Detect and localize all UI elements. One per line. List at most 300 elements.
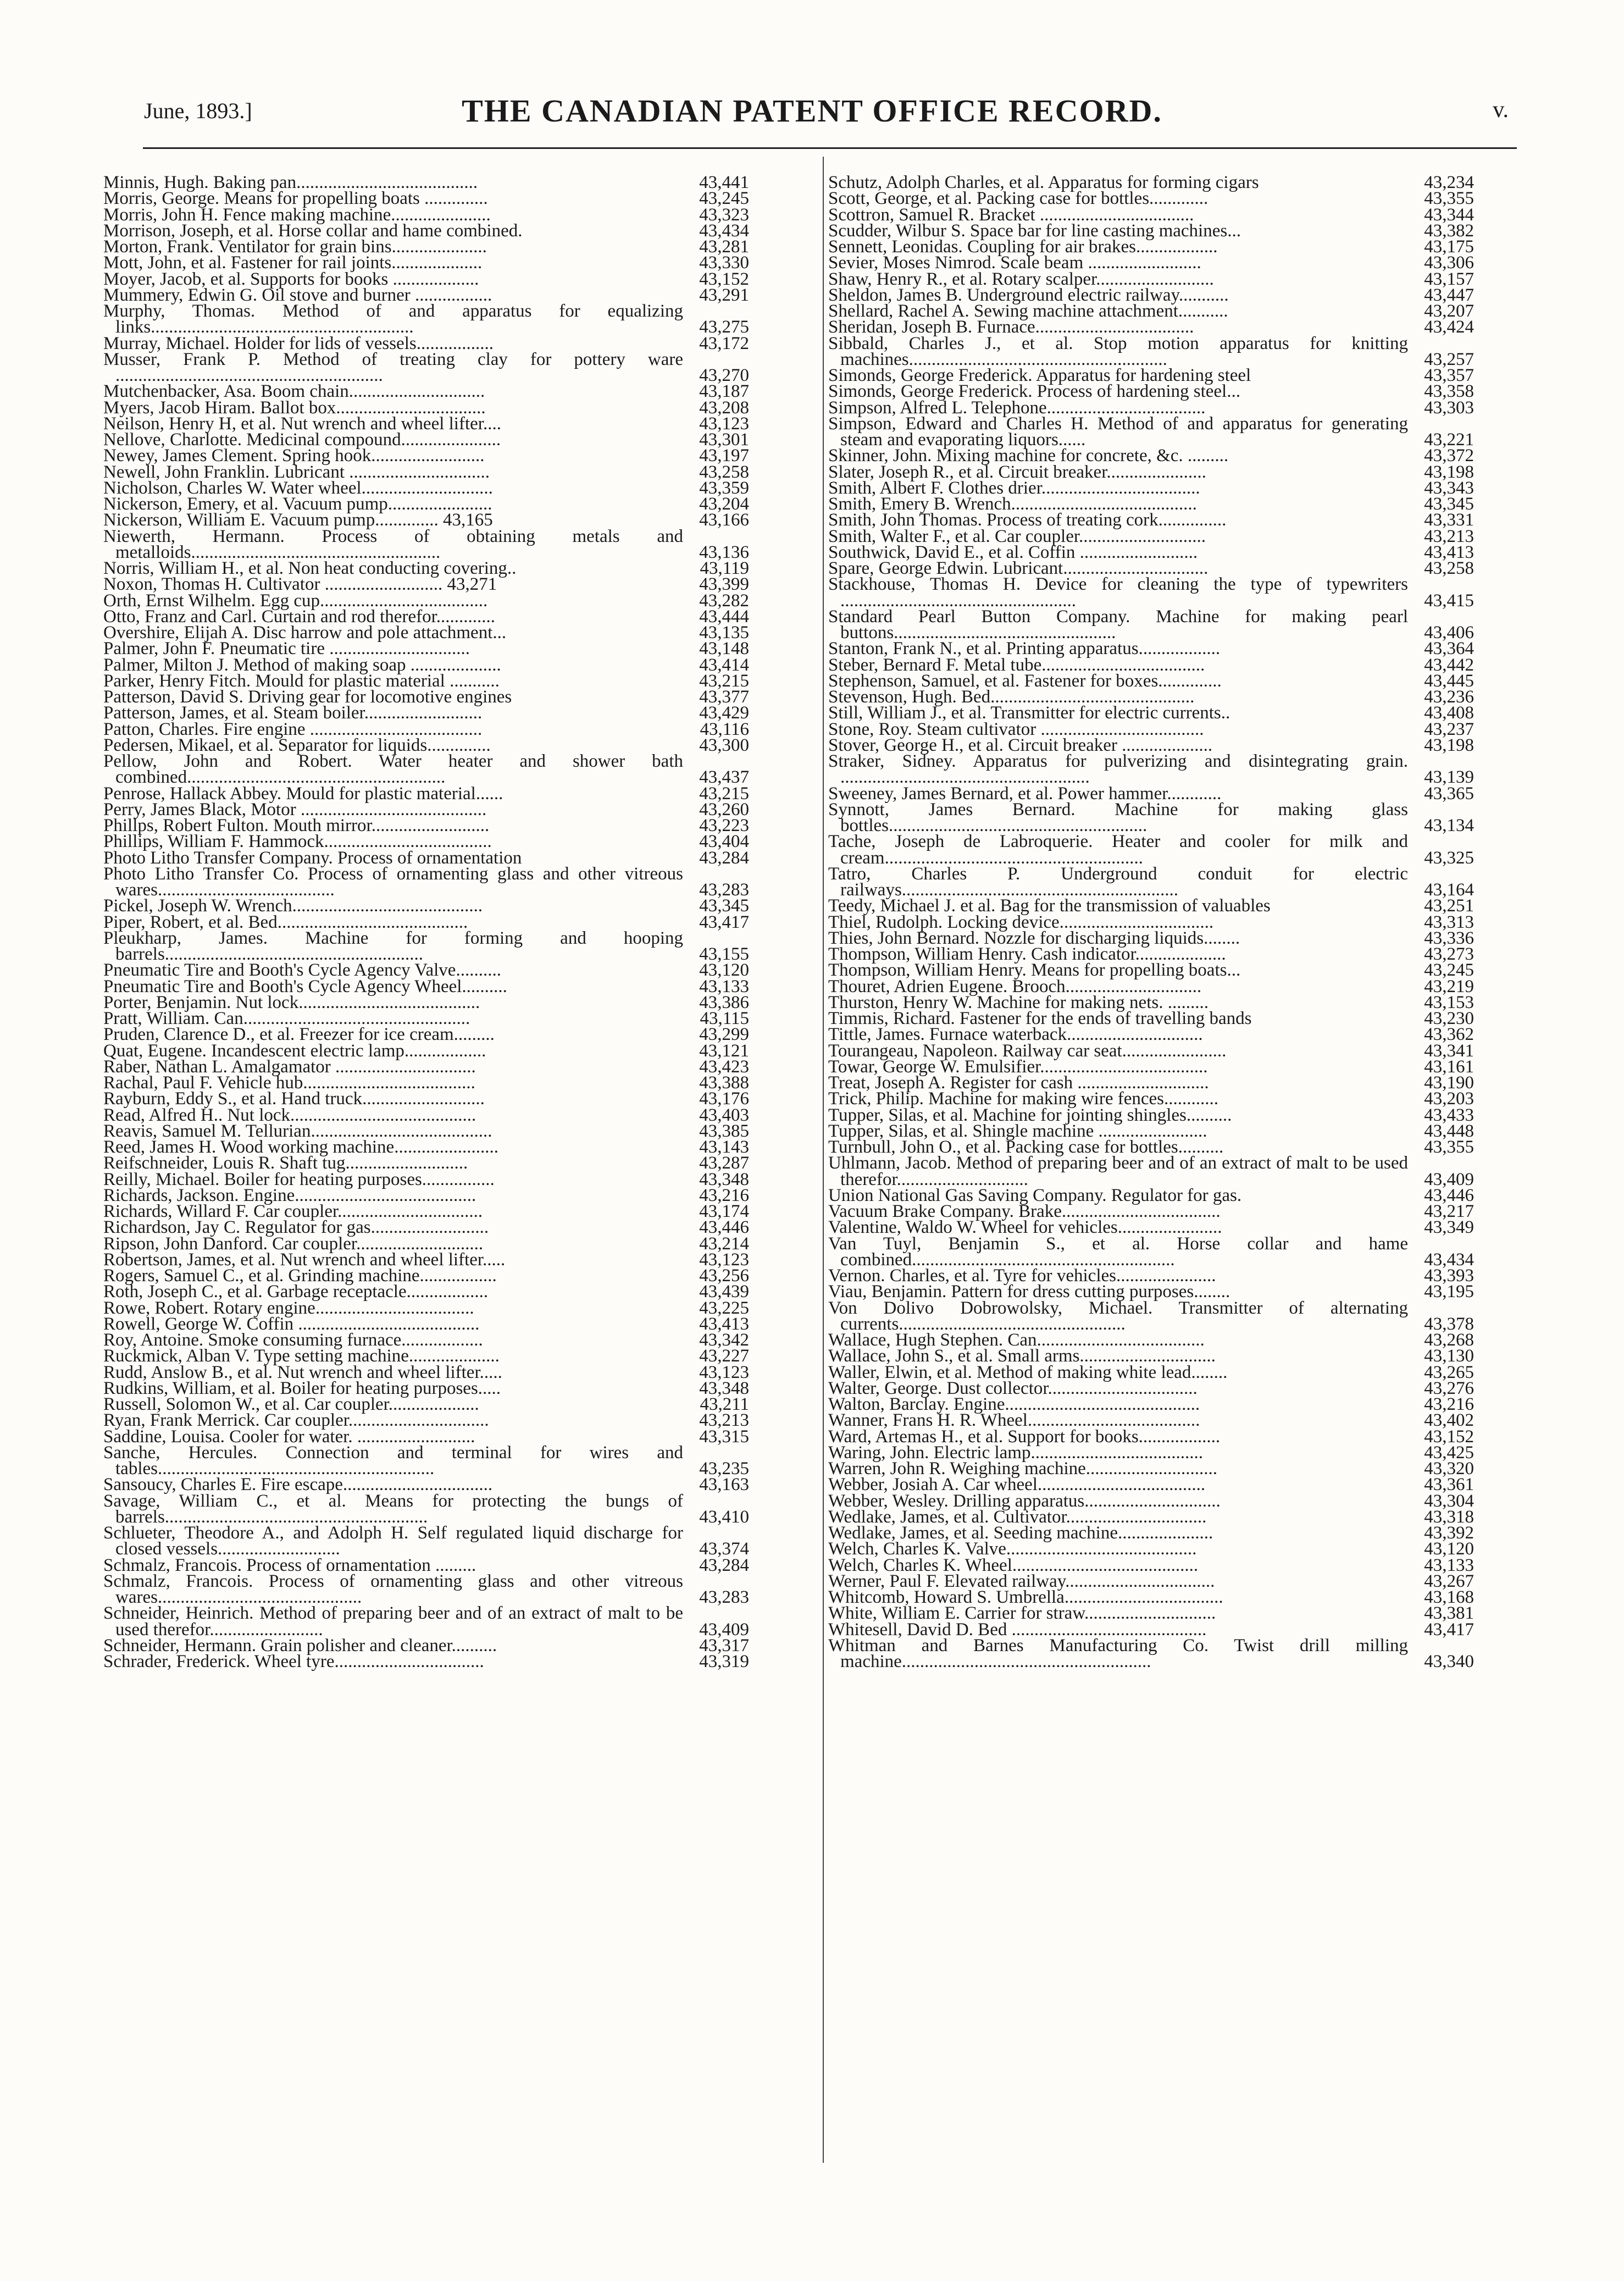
entry-text: Thompson, William Henry. Cash indicator.................... [828,944,1226,964]
entry-text: Tupper, Silas, et al. Machine for jointing shingles.......... [828,1105,1232,1125]
entry-text: Tatro, Charles P. Underground conduit for electric railways............................................................. [828,863,1408,900]
entry-text: Scudder, Wilbur S. Space bar for line casting machines... [828,220,1241,241]
entry-text: Wallace, Hugh Stephen. Can..................................... [828,1330,1205,1350]
entry-text: Rowell, George W. Coffin ........................................ [103,1314,480,1334]
patent-number: 43,152 [699,269,749,289]
entry-text: Schmalz, Francois. Process of ornamenting glass and other vitreous wares............................................. [103,1571,683,1607]
patent-number: 43,348 [699,1169,749,1189]
patent-number: 43,365 [1424,783,1474,804]
left-column [103,175,749,1670]
entry-text: Pedersen, Mikael, et al. Separator for liquids.............. [103,735,491,755]
patent-number: 43,336 [1424,928,1474,948]
patent-number: 43,217 [1424,1202,1474,1221]
entry-text: Musser, Frank P. Method of treating clay for pottery ware ........................................................... [103,349,683,385]
entry-text: Shellard, Rachel A. Sewing machine attachment........... [828,301,1228,321]
patent-number: 43,444 [699,606,749,627]
entry-text: Wedlake, James, et al. Cultivator............................... [828,1507,1207,1527]
entry-text: Simonds, George Frederick. Process of hardening steel... [828,381,1240,402]
patent-number: 43,148 [699,639,749,659]
entry-text: Pneumatic Tire and Booth's Cycle Agency Wheel.......... [103,976,507,996]
header-rule [143,147,1517,149]
entry-text: Nicholson, Charles W. Water wheel............................. [103,478,493,498]
entry-text: Simpson, Alfred L. Telephone................................... [828,397,1206,418]
entry-text: Schrader, Frederick. Wheel tyre................................. [103,1652,484,1671]
entry-text: Saddine, Louisa. Cooler for water. .......................... [103,1426,475,1447]
entry-text: Waller, Elwin, et al. Method of making white lead........ [828,1362,1228,1382]
entry-text: Rudkins, William, et al. Boiler for heating purposes..... [103,1378,501,1398]
patent-number: 43,198 [1424,735,1474,755]
entry-text: Pruden, Clarence D., et al. Freezer for ice cream......... [103,1025,495,1045]
entry-text: Uhlmann, Jacob. Method of preparing beer and of an extract of malt to be used therefor............................. [828,1153,1408,1189]
entry-text: Niewerth, Hermann. Process of obtaining metals and metalloids....................................................... [103,526,683,562]
patent-number: 43,287 [699,1153,749,1173]
entry-text: Stevenson, Hugh. Bed............................................. [828,687,1195,707]
patent-number: 43,402 [1424,1410,1474,1431]
patent-number: 43,215 [699,671,749,691]
patent-number: 43,282 [699,590,749,611]
entry-text: Reavis, Samuel M. Tellurian........................................ [103,1121,492,1141]
entry-text: Simpson, Edward and Charles H. Method of and apparatus for generating steam and evaporating liquors...... [828,413,1408,450]
entry-text: Palmer, John F. Pneumatic tire ............................... [103,639,470,659]
patent-number: 43,330 [699,253,749,273]
patent-number: 43,439 [699,1282,749,1302]
patent-number: 43,283 [699,880,749,900]
patent-number: 43,214 [699,1233,749,1254]
entry-text: Schmalz, Francois. Process of ornamentation ......... [103,1555,476,1575]
index-entry [103,526,749,562]
entry-text: Skinner, John. Mixing machine for concrete, &c. ......... [828,446,1229,466]
patent-number: 43,299 [699,1025,749,1045]
patent-number: 43,187 [699,381,749,402]
patent-number: 43,133 [699,976,749,996]
entry-text: Sennett, Leonidas. Coupling for air brakes.................. [828,237,1218,257]
entry-text: Phillips, William F. Hammock..................................... [103,832,492,852]
patent-number: 43,392 [1424,1523,1474,1543]
page-number: v. [1493,97,1509,123]
entry-text: Smith, Walter F., et al. Car coupler............................ [828,526,1206,546]
patent-number: 43,410 [699,1507,749,1527]
patent-number: 43,216 [699,1185,749,1205]
patent-number: 43,198 [1424,462,1474,482]
patent-number: 43,362 [1424,1025,1474,1045]
entry-text: Trick, Philip. Machine for making wire fences............ [828,1089,1218,1109]
entry-text: Ripson, John Danford. Car coupler............................ [103,1233,484,1254]
patent-number: 43,245 [699,189,749,209]
patent-number: 43,300 [699,735,749,755]
entry-text: Newey, James Clement. Spring hook......................... [103,446,485,466]
entry-text: Photo Litho Transfer Company. Process of ornamentation [103,848,522,868]
index-entry [103,1442,749,1479]
patent-number: 43,423 [699,1056,749,1077]
patent-number: 43,260 [699,799,749,820]
patent-number: 43,268 [1424,1330,1474,1350]
patent-number: 43,166 [699,510,749,530]
patent-number: 43,155 [699,944,749,964]
entry-text: Myers, Jacob Hiram. Ballot box................................. [103,397,486,418]
entry-text: Schutz, Adolph Charles, et al. Apparatus for forming cigars [828,173,1259,192]
index-entry [103,1493,749,1526]
issue-date: June, 1893.] [144,98,252,123]
entry-text: Smith, Emery B. Wrench......................................... [828,494,1197,514]
entry-text: Sanche, Hercules. Connection and terminal for wires and tables............................................................. [103,1442,683,1479]
index-entry [828,1635,1474,1671]
entry-text: Walton, Barclay. Engine........................................... [828,1394,1200,1414]
entry-text: White, William E. Carrier for straw............................. [828,1603,1216,1624]
patent-number: 43,404 [699,832,749,852]
patent-number: 43,355 [1424,1137,1474,1157]
entry-text: Quat, Eugene. Incandescent electric lamp.................. [103,1040,486,1061]
index-entry [828,606,1474,643]
entry-text: Van Tuyl, Benjamin S., et al. Horse collar and hame combined.......................................................... [828,1233,1408,1270]
entry-text: Perry, James Black, Motor ......................................... [103,799,487,820]
entry-text: Penrose, Hallack Abbey. Mould for plastic material...... [103,783,503,804]
patent-number: 43,256 [699,1266,749,1286]
entry-text: Richards, Willard F. Car coupler................................ [103,1202,483,1221]
entry-text: Morris, George. Means for propelling boats .............. [103,189,488,209]
patent-number: 43,434 [1424,1249,1474,1270]
entry-text: Sansoucy, Charles E. Fire escape................................. [103,1475,493,1495]
entry-text: Steber, Bernard F. Metal tube.................................... [828,655,1205,675]
entry-text: Thies, John Bernard. Nozzle for discharging liquids........ [828,928,1240,948]
entry-text: Tourangeau, Napoleon. Railway car seat....................... [828,1040,1227,1061]
entry-text: Ryan, Frank Merrick. Car coupler............................... [103,1410,489,1431]
patent-number: 43,415 [1424,590,1474,611]
entry-text: Scottron, Samuel R. Bracket .................................. [828,204,1194,225]
patent-number: 43,306 [1424,253,1474,273]
patent-number: 43,251 [1424,896,1474,916]
patent-number: 43,313 [1424,912,1474,932]
patent-number: 43,301 [699,430,749,450]
patent-number: 43,276 [1424,1378,1474,1398]
entry-text: Standard Pearl Button Company. Machine for making pearl buttons................................................. [828,606,1408,643]
patent-number: 43,227 [699,1346,749,1366]
entry-text: Stackhouse, Thomas H. Device for cleaning the type of typewriters .................................................... [828,574,1408,611]
entry-text: Newell, John Franklin. Lubricant ............................... [103,462,490,482]
patent-number: 43,331 [1424,510,1474,530]
patent-number: 43,425 [1424,1442,1474,1463]
patent-number: 43,386 [699,992,749,1012]
patent-number: 43,281 [699,237,749,257]
entry-text: Schneider, Hermann. Grain polisher and cleaner.......... [103,1635,497,1656]
entry-text: Raber, Nathan L. Amalgamator ............................... [103,1056,476,1077]
patent-number: 43,211 [700,1394,749,1414]
entry-text: Murray, Michael. Holder for lids of vessels................. [103,333,494,353]
patent-number: 43,133 [1424,1555,1474,1575]
index-entry [828,574,1474,611]
entry-text: Morrison, Joseph, et al. Horse collar and hame combined. [103,220,523,241]
patent-number: 43,197 [699,446,749,466]
entry-text: Reifschneider, Louis R. Shaft tug........................... [103,1153,468,1173]
index-entry [103,751,749,788]
entry-text: Otto, Franz and Carl. Curtain and rod therefor............. [103,606,495,627]
patent-number: 43,153 [1424,992,1474,1012]
entry-text: Overshire, Elijah A. Disc harrow and pole attachment... [103,623,507,643]
entry-text: Tupper, Silas, et al. Shingle machine ........................ [828,1121,1207,1141]
entry-text: Thiel, Rudolph. Locking device.................................. [828,912,1214,932]
patent-number: 43,408 [1424,703,1474,723]
patent-number: 43,325 [1424,848,1474,868]
entry-text: Welch, Charles K. Valve.......................................... [828,1539,1197,1559]
patent-number: 43,172 [699,333,749,353]
patent-number: 43,213 [699,1410,749,1431]
patent-number: 43,372 [1424,446,1474,466]
entry-text: Thompson, William Henry. Means for propelling boats... [828,960,1241,981]
patent-number: 43,317 [699,1635,749,1656]
patent-number: 43,417 [1424,1619,1474,1640]
entry-text: Morris, John H. Fence making machine...................... [103,204,491,225]
patent-number: 43,258 [1424,558,1474,578]
patent-number: 43,116 [700,719,749,739]
entry-text: Rogers, Samuel C., et al. Grinding machine................. [103,1266,497,1286]
patent-number: 43,163 [699,1475,749,1495]
patent-number: 43,245 [1424,960,1474,981]
entry-text: Patton, Charles. Fire engine ...................................... [103,719,483,739]
entry-text: Pratt, William. Can.................................................. [103,1009,470,1028]
patent-number: 43,258 [699,462,749,482]
entry-text: Welch, Charles K. Wheel......................................... [828,1555,1199,1575]
entry-text: Sibbald, Charles J., et al. Stop motion apparatus for knitting machines......................................................... [828,333,1408,369]
entry-text: Robertson, James, et al. Nut wrench and wheel lifter..... [103,1249,506,1270]
patent-number: 43,143 [699,1137,749,1157]
entry-text: Piper, Robert, et al. Bed.......................................... [103,912,468,932]
patent-number: 43,257 [1424,349,1474,369]
entry-text: Roy, Antoine. Smoke consuming furnace.................. [103,1330,483,1350]
patent-number: 43,348 [699,1378,749,1398]
patent-number: 43,175 [1424,237,1474,257]
index-entry [103,1571,749,1607]
column-divider [823,157,824,2163]
entry-text: Rachal, Paul F. Vehicle hub...................................... [103,1073,475,1093]
entry-text: Timmis, Richard. Fastener for the ends of travelling bands [828,1009,1252,1028]
entry-text: Porter, Benjamin. Nut lock........................................ [103,992,480,1012]
patent-number: 43,424 [1424,317,1474,337]
entry-text: Nickerson, William E. Vacuum pump.............. 43,165 [103,510,493,530]
patent-number: 43,318 [1424,1507,1474,1527]
index-entry [828,834,1474,866]
patent-number: 43,237 [1424,719,1474,739]
patent-number: 43,377 [699,687,749,707]
entry-text: Sheldon, James B. Underground electric railway........... [828,285,1229,305]
patent-number: 43,152 [1424,1426,1474,1447]
entry-text: Walter, George. Dust collector................................. [828,1378,1198,1398]
entry-text: Photo Litho Transfer Co. Process of ornamenting glass and other vitreous wares....................................... [103,863,683,900]
entry-text: Waring, John. Electric lamp...................................... [828,1442,1203,1463]
entry-text: Shaw, Henry R., et al. Rotary scalper.......................... [828,269,1214,289]
index-entry [103,1605,749,1638]
entry-text: Morton, Frank. Ventilator for grain bins..................... [103,237,487,257]
entry-text: Schlueter, Theodore A., and Adolph H. Self regulated liquid discharge for closed vessels........................... [103,1523,683,1559]
entry-text: Neilson, Henry H, et al. Nut wrench and wheel lifter.... [103,413,501,434]
entry-text: Turnbull, John O., et al. Packing case for bottles.......... [828,1137,1224,1157]
entry-text: Werner, Paul F. Elevated railway................................. [828,1571,1215,1591]
patent-number: 43,230 [1424,1009,1474,1028]
entry-text: Nellove, Charlotte. Medicinal compound...................... [103,430,501,450]
entry-text: Pneumatic Tire and Booth's Cycle Agency Valve.......... [103,960,501,981]
patent-number: 43,446 [1424,1185,1474,1205]
index-entry [828,1233,1474,1270]
patent-number: 43,319 [699,1652,749,1671]
patent-number: 43,434 [699,220,749,241]
patent-number: 43,433 [1424,1105,1474,1125]
entry-text: Southwick, David E., et al. Coffin .......................... [828,542,1198,562]
index-entry [828,1155,1474,1188]
entry-text: Sevier, Moses Nimrod. Scale beam ......................... [828,253,1201,273]
entry-text: Read, Alfred H.. Nut lock......................................... [103,1105,476,1125]
entry-text: Tache, Joseph de Labroquerie. Heater and cooler for milk and cream......................................................... [828,832,1408,868]
entry-text: Whitesell, David D. Bed ........................................... [828,1619,1207,1640]
patent-number: 43,121 [699,1040,749,1061]
entry-text: Still, William J., et al. Transmitter for electric currents.. [828,703,1231,723]
patent-number: 43,349 [1424,1217,1474,1238]
patent-number: 43,323 [699,204,749,225]
entry-text: Smith, Albert F. Clothes drier................................... [828,478,1200,498]
patent-number: 43,445 [1424,671,1474,691]
entry-text: Scott, George, et al. Packing case for bottles............. [828,189,1209,209]
patent-number: 43,123 [699,1249,749,1270]
patent-number: 43,190 [1424,1073,1474,1093]
patent-number: 43,208 [699,397,749,418]
patent-number: 43,340 [1424,1652,1474,1671]
entry-text: Stover, George H., et al. Circuit breaker .................... [828,735,1213,755]
entry-text: Roth, Joseph C., et al. Garbage receptacle.................. [103,1282,489,1302]
patent-number: 43,270 [699,366,749,385]
patent-number: 43,382 [1424,220,1474,241]
patent-number: 43,216 [1424,1394,1474,1414]
patent-number: 43,164 [1424,880,1474,900]
patent-number: 43,267 [1424,1571,1474,1591]
patent-number: 43,174 [699,1202,749,1221]
patent-number: 43,403 [699,1105,749,1125]
patent-number: 43,161 [1424,1056,1474,1077]
patent-number: 43,130 [1424,1346,1474,1366]
patent-number: 43,120 [699,960,749,981]
entry-text: Straker, Sidney. Apparatus for pulverizing and disintegrating grain. ....................................................... [828,751,1408,788]
patent-number: 43,437 [699,767,749,788]
entry-text: Murphy, Thomas. Method of and apparatus for equalizing links.......................................................... [103,301,683,337]
entry-text: Patterson, James, et al. Steam boiler.......................... [103,703,483,723]
index-entry [828,751,1474,788]
patent-number: 43,320 [1424,1459,1474,1479]
patent-number: 43,304 [1424,1491,1474,1511]
patent-number: 43,221 [1424,430,1474,450]
publication-title: THE CANADIAN PATENT OFFICE RECORD. [462,93,1162,129]
entry-text: Warren, John R. Weighing machine............................. [828,1459,1218,1479]
patent-number: 43,448 [1424,1121,1474,1141]
patent-number: 43,409 [1424,1169,1474,1189]
entry-text: Wedlake, James, et al. Seeding machine..................... [828,1523,1213,1543]
entry-text: Whitman and Barnes Manufacturing Co. Twist drill milling machine....................................................... [828,1635,1408,1671]
patent-number: 43,441 [699,173,749,192]
patent-number: 43,139 [1424,767,1474,788]
patent-number: 43,381 [1424,1603,1474,1624]
index-entry [828,1300,1474,1333]
entry-text: Nickerson, Emery, et al. Vacuum pump....................... [103,494,492,514]
entry-text: Webber, Wesley. Drilling apparatus.............................. [828,1491,1221,1511]
patent-number: 43,195 [1424,1282,1474,1302]
entry-text: Spare, George Edwin. Lubricant................................ [828,558,1209,578]
index-entry [828,799,1474,835]
patent-number: 43,399 [699,574,749,595]
entry-text: Reed, James H. Wood working machine....................... [103,1137,498,1157]
entry-text: Wallace, John S., et al. Small arms.............................. [828,1346,1216,1366]
patent-number: 43,442 [1424,655,1474,675]
patent-number: 43,409 [699,1619,749,1640]
entry-text: Sheridan, Joseph B. Furnace................................... [828,317,1194,337]
entry-text: Tittle, James. Furnace waterback.............................. [828,1025,1203,1045]
entry-text: Mutchenbacker, Asa. Boom chain.............................. [103,381,485,402]
index-entry [103,349,749,385]
entry-text: Ward, Artemas H., et al. Support for books.................. [828,1426,1221,1447]
entry-text: Mott, John, et al. Fastener for rail joints.................... [103,253,483,273]
patent-number: 43,234 [1424,173,1474,192]
entry-text: Stanton, Frank N., et al. Printing apparatus.................. [828,639,1221,659]
entry-text: Vacuum Brake Company. Brake................................... [828,1202,1221,1221]
patent-number: 43,388 [699,1073,749,1093]
patent-number: 43,414 [699,655,749,675]
patent-number: 43,115 [700,1009,749,1028]
entry-text: Stone, Roy. Steam cultivator .................................... [828,719,1204,739]
index-entry [828,333,1474,369]
entry-text: Pellow, John and Robert. Water heater and shower bath combined......................................................... [103,751,683,788]
entry-text: Minnis, Hugh. Baking pan........................................ [103,173,478,192]
patent-number: 43,284 [699,848,749,868]
entry-text: Richardson, Jay C. Regulator for gas.......................... [103,1217,489,1238]
index-entry [103,928,749,964]
patent-number: 43,343 [1424,478,1474,498]
entry-text: Whitcomb, Howard S. Umbrella................................... [828,1587,1223,1607]
patent-number: 43,223 [699,816,749,835]
patent-number: 43,358 [1424,381,1474,402]
entry-text: Slater, Joseph R., et al. Circuit breaker...................... [828,462,1206,482]
index-entry [828,863,1474,900]
entry-text: Rowe, Robert. Rotary engine................................... [103,1298,474,1318]
entry-text: Thurston, Henry W. Machine for making nets. ......... [828,992,1209,1012]
entry-text: Schneider, Heinrich. Method of preparing beer and of an extract of malt to be used therefor......................... [103,1603,683,1640]
entry-text: Von Dolivo Dobrowolsky, Michael. Transmitter of alternating currents.................................................. [828,1298,1408,1334]
patent-number: 43,275 [699,317,749,337]
patent-number: 43,446 [699,1217,749,1238]
entry-text: Savage, William C., et al. Means for protecting the bungs of barrels.......................................................... [103,1491,683,1527]
entry-text: Richards, Jackson. Engine........................................ [103,1185,476,1205]
entry-text: Rayburn, Eddy S., et al. Hand truck........................... [103,1089,485,1109]
patent-number: 43,135 [699,623,749,643]
patent-number: 43,120 [1424,1539,1474,1559]
patent-number: 43,225 [699,1298,749,1318]
entry-text: Russell, Solomon W., et al. Car coupler.................... [103,1394,479,1414]
entry-text: Rudd, Anslow B., et al. Nut wrench and wheel lifter..... [103,1362,502,1382]
entry-text: Mummery, Edwin G. Oil stove and burner ................. [103,285,492,305]
entry-text: Sweeney, James Bernard, et al. Power hammer............ [828,783,1222,804]
entry-text: Union National Gas Saving Company. Regulator for gas. [828,1185,1242,1205]
patent-number: 43,213 [1424,526,1474,546]
patent-number: 43,168 [1424,1587,1474,1607]
entry-text: Viau, Benjamin. Pattern for dress cutting purposes........ [828,1282,1231,1302]
patent-number: 43,219 [1424,976,1474,996]
page-header [0,92,1624,136]
entry-text: Palmer, Milton J. Method of making soap .................... [103,655,501,675]
patent-number: 43,215 [699,783,749,804]
patent-number: 43,447 [1424,285,1474,305]
patent-number: 43,359 [699,478,749,498]
patent-number: 43,344 [1424,204,1474,225]
patent-number: 43,364 [1424,639,1474,659]
patent-number: 43,236 [1424,687,1474,707]
patent-number: 43,413 [699,1314,749,1334]
entry-text: Simonds, George Frederick. Apparatus for hardening steel [828,366,1251,385]
patent-number: 43,345 [1424,494,1474,514]
entry-text: Norris, William H., et al. Non heat conducting covering.. [103,558,517,578]
patent-number: 43,207 [1424,301,1474,321]
